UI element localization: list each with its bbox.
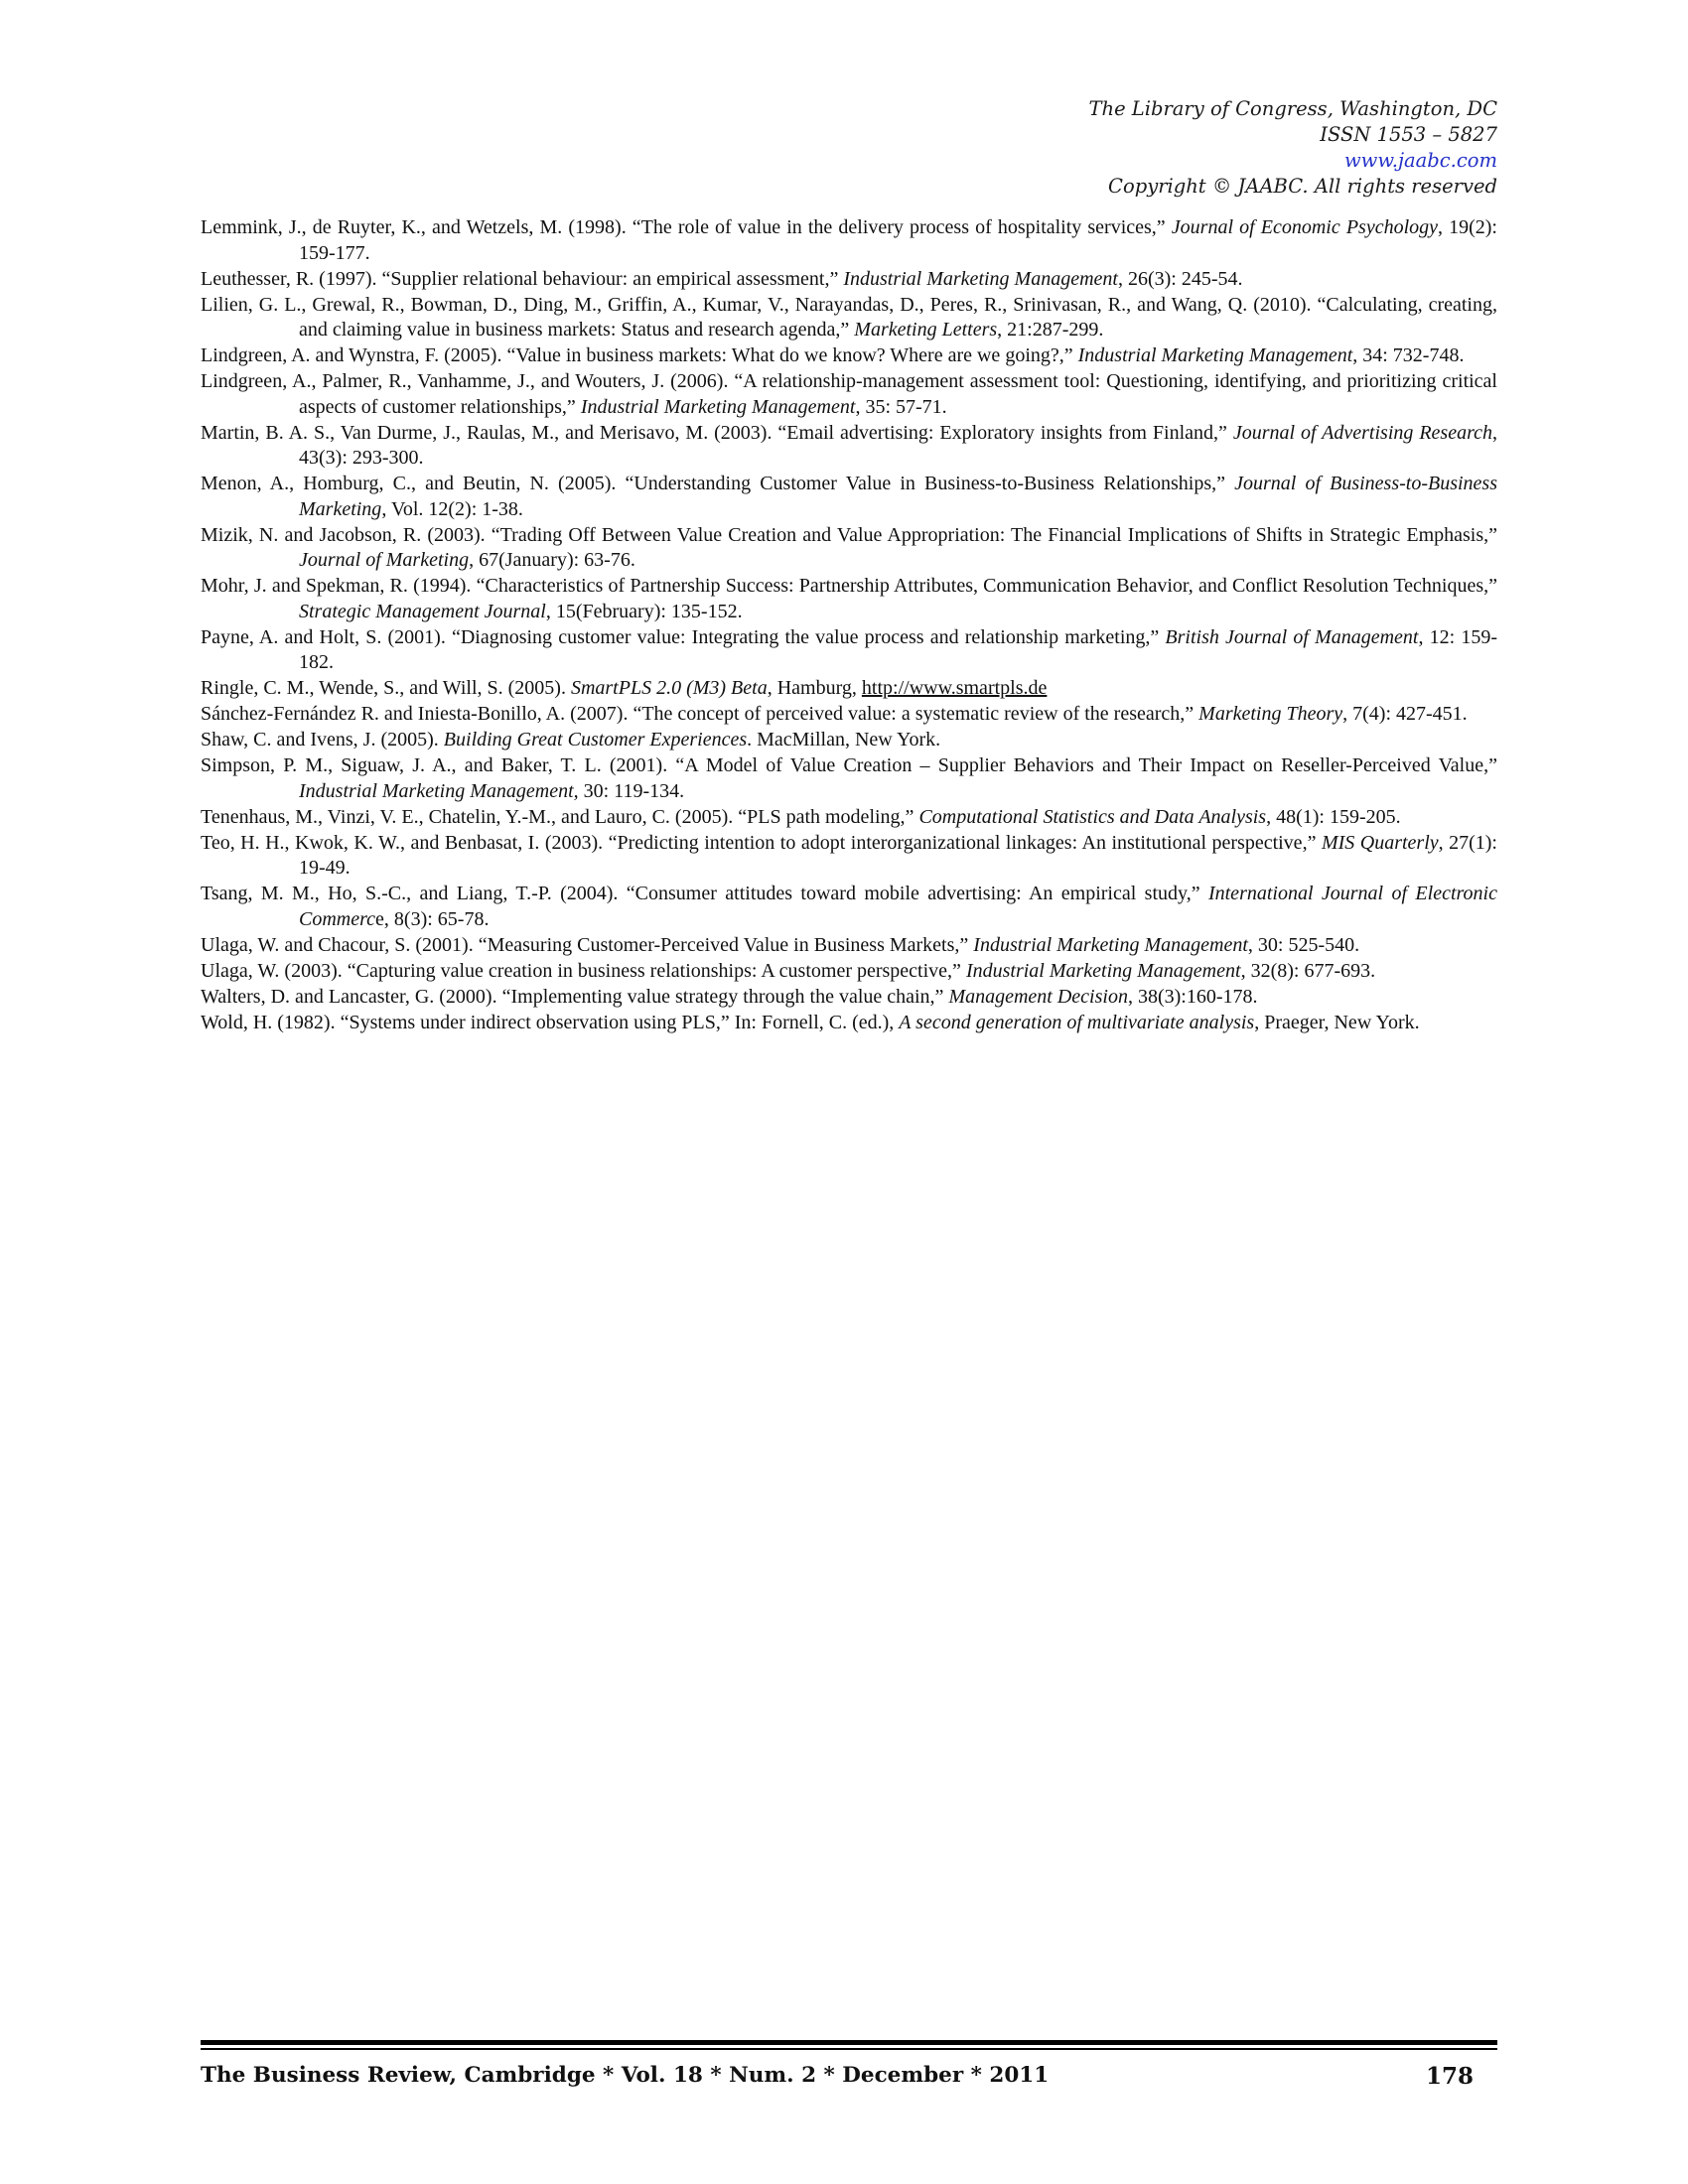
reference-text: Ulaga, W. and Chacour, S. (2001). “Measuring Customer-Perceived Value in Business Markets,” xyxy=(201,933,974,956)
reference-text: Simpson, P. M., Siguaw, J. A., and Baker, T. L. (2001). “A Model of Value Creation – Supplier Behaviors and Their Impact on Reseller-Perceived Value,” xyxy=(201,754,1497,776)
reference-source-title: Industrial Marketing Management xyxy=(973,933,1248,956)
reference-text: Walters, D. and Lancaster, G. (2000). “Implementing value strategy through the value chain,” xyxy=(201,985,949,1008)
reference-source-title: MIS Quarterly xyxy=(1321,831,1439,854)
reference-text: , 67(January): 63-76. xyxy=(469,549,635,571)
header-library: The Library of Congress, Washington, DC xyxy=(1088,97,1497,120)
reference-text: Tsang, M. M., Ho, S.-C., and Liang, T.-P. (2004). “Consumer attitudes toward mobile advertising: An empirical study,” xyxy=(201,883,1208,904)
reference-text: , 7(4): 427-451. xyxy=(1342,703,1468,725)
reference-source-title: Marketing Letters xyxy=(854,319,998,341)
reference-source-title: Industrial Marketing Management xyxy=(843,267,1118,290)
reference-text: Teo, H. H., Kwok, K. W., and Benbasat, I. (2003). “Predicting intention to adopt interorganizational linkages: An institutional perspective,” xyxy=(201,831,1322,854)
reference-entry xyxy=(201,267,1497,293)
header-copyright: Copyright © JAABC. All rights reserved xyxy=(1108,175,1497,198)
reference-text: Leuthesser, R. (1997). “Supplier relational behaviour: an empirical assessment,” xyxy=(201,267,844,290)
reference-text: Lilien, G. L., Grewal, R., Bowman, D., Ding, M., Griffin, A., Kumar, V., Narayandas, D., Peres, R., Srinivasan, R., and Wang, Q. (2010). “Calculating, creating, and claiming value in business markets: Status and research agenda,” xyxy=(201,293,1497,341)
reference-source-title: Strategic Management Journal xyxy=(299,600,546,622)
reference-source-title: Industrial Marketing Management xyxy=(580,395,856,418)
reference-text: , 32(8): 677-693. xyxy=(1240,959,1376,982)
reference-entry xyxy=(201,882,1497,932)
reference-text: , 21:287-299. xyxy=(997,319,1104,341)
reference-entry xyxy=(201,959,1497,985)
reference-text: 30: 119-134. xyxy=(578,779,685,802)
reference-text: , 12: 159-182. xyxy=(299,625,1497,673)
reference-entry xyxy=(201,472,1497,522)
reference-link[interactable]: http://www.smartpls.de xyxy=(861,677,1048,699)
reference-text: , 30: 525-540. xyxy=(1247,933,1360,956)
reference-text: , 48(1): 159-205. xyxy=(1266,805,1401,828)
reference-text: Lindgreen, A., Palmer, R., Vanhamme, J., and Wouters, J. (2006). “A relationship-management assessment tool: Questioning, identifying, and prioritizing critical aspects of customer relationships,” xyxy=(201,370,1497,418)
reference-source-title: Journal of Business-to-Business Marketing xyxy=(299,473,1497,520)
reference-text: , 34: 732-748. xyxy=(1352,344,1465,366)
reference-entry xyxy=(201,805,1497,831)
reference-text: , Vol. 12(2): 1-38. xyxy=(381,497,523,520)
header-issn: ISSN 1553 – 5827 xyxy=(1320,123,1497,146)
reference-text: , 19(2): 159-177. xyxy=(299,216,1497,264)
footer-rule-thin xyxy=(201,2048,1497,2050)
reference-entry xyxy=(201,343,1497,369)
reference-text: . MacMillan, New York. xyxy=(747,729,941,751)
reference-source-title: Industrial Marketing Management xyxy=(965,959,1241,982)
reference-source-title: Building Great Customer Experiences xyxy=(443,729,748,751)
reference-text: , 43(3): 293-300. xyxy=(299,421,1497,469)
reference-entry xyxy=(201,1011,1497,1036)
reference-entry xyxy=(201,933,1497,959)
reference-entry xyxy=(201,753,1497,804)
reference-text: Tenenhaus, M., Vinzi, V. E., Chatelin, Y.-M., and Lauro, C. (2005). “PLS path modeling,” xyxy=(201,805,919,828)
reference-entry xyxy=(201,625,1497,676)
reference-entry xyxy=(201,523,1497,574)
reference-text: Sánchez-Fernández R. and Iniesta-Bonillo, A. (2007). “The concept of perceived value: a systematic review of the research,” xyxy=(201,703,1199,725)
reference-text: Martin, B. A. S., Van Durme, J., Raulas, M., and Merisavo, M. (2003). “Email advertising: Exploratory insights from Finland,” xyxy=(201,421,1233,444)
reference-text: e, 8(3): 65-78. xyxy=(375,907,490,930)
reference-entry xyxy=(201,421,1497,472)
reference-text: , 35: 57-71. xyxy=(855,395,947,418)
reference-source-title: International Journal of Electronic Commerc xyxy=(299,883,1497,930)
reference-entry xyxy=(201,676,1497,702)
reference-text: , 26(3): 245-54. xyxy=(1117,267,1243,290)
reference-source-title: Management Decision xyxy=(948,985,1128,1008)
reference-text: , 15(February): 135-152. xyxy=(545,600,743,622)
reference-entry xyxy=(201,728,1497,753)
reference-source-title: Journal of Advertising Research xyxy=(1232,421,1492,444)
footer-journal: The Business Review, Cambridge * Vol. 18 * Num. 2 * December * 2011 xyxy=(201,2063,1050,2088)
reference-entry xyxy=(201,702,1497,728)
header-url[interactable]: www.jaabc.com xyxy=(1343,149,1497,172)
reference-text: Menon, A., Homburg, C., and Beutin, N. (2005). “Understanding Customer Value in Business-to-Business Relationships,” xyxy=(201,473,1235,494)
reference-source-title: Journal of Economic Psychology xyxy=(1171,216,1439,238)
reference-entry xyxy=(201,293,1497,343)
reference-entry xyxy=(201,831,1497,882)
reference-entry xyxy=(201,985,1497,1011)
reference-entry xyxy=(201,574,1497,624)
reference-text: Mohr, J. and Spekman, R. (1994). “Characteristics of Partnership Success: Partnership Attributes, Communication Behavior, and Conflict Resolution Techniques,” xyxy=(201,575,1497,597)
page-header xyxy=(1089,96,1498,200)
reference-text: Lindgreen, A. and Wynstra, F. (2005). “Value in business markets: What do we know? Where are we going?,” xyxy=(201,344,1078,366)
reference-text: , Hamburg, xyxy=(767,677,862,699)
page-footer xyxy=(201,2063,1474,2090)
reference-entry xyxy=(201,369,1497,420)
reference-source-title: Industrial Marketing Management xyxy=(1077,344,1353,366)
reference-text: Payne, A. and Holt, S. (2001). “Diagnosing customer value: Integrating the value process and relationship marketing,” xyxy=(201,625,1166,648)
reference-source-title: Industrial Marketing Management, xyxy=(299,779,579,802)
reference-text: Lemmink, J., de Ruyter, K., and Wetzels, M. (1998). “The role of value in the delivery process of hospitality services,” xyxy=(201,216,1172,238)
reference-source-title: Marketing Theory xyxy=(1198,703,1343,725)
reference-text: , 38(3):160-178. xyxy=(1127,985,1258,1008)
reference-source-title: Computational Statistics and Data Analysis xyxy=(918,805,1267,828)
reference-text: Ringle, C. M., Wende, S., and Will, S. (2005). xyxy=(201,677,571,699)
reference-text: Wold, H. (1982). “Systems under indirect observation using PLS,” In: Fornell, C. (ed.), xyxy=(201,1011,900,1033)
reference-text: , Praeger, New York. xyxy=(1254,1011,1420,1033)
reference-source-title: Journal of Marketing xyxy=(299,549,470,571)
reference-source-title: A second generation of multivariate analysis xyxy=(899,1011,1255,1033)
reference-list xyxy=(201,215,1497,1036)
reference-source-title: British Journal of Management xyxy=(1165,625,1419,648)
reference-text: Ulaga, W. (2003). “Capturing value creation in business relationships: A customer perspective,” xyxy=(201,959,966,982)
footer-rule-thick xyxy=(201,2040,1497,2045)
reference-entry xyxy=(201,215,1497,266)
reference-text: Mizik, N. and Jacobson, R. (2003). “Trading Off Between Value Creation and Value Appropriation: The Financial Implications of Shifts in Strategic Emphasis,” xyxy=(201,523,1497,546)
reference-text: , 27(1): 19-49. xyxy=(299,831,1497,879)
reference-source-title: SmartPLS 2.0 (M3) Beta xyxy=(570,677,768,699)
reference-text: Shaw, C. and Ivens, J. (2005). xyxy=(201,729,444,751)
page-number: 178 xyxy=(1425,2063,1474,2090)
